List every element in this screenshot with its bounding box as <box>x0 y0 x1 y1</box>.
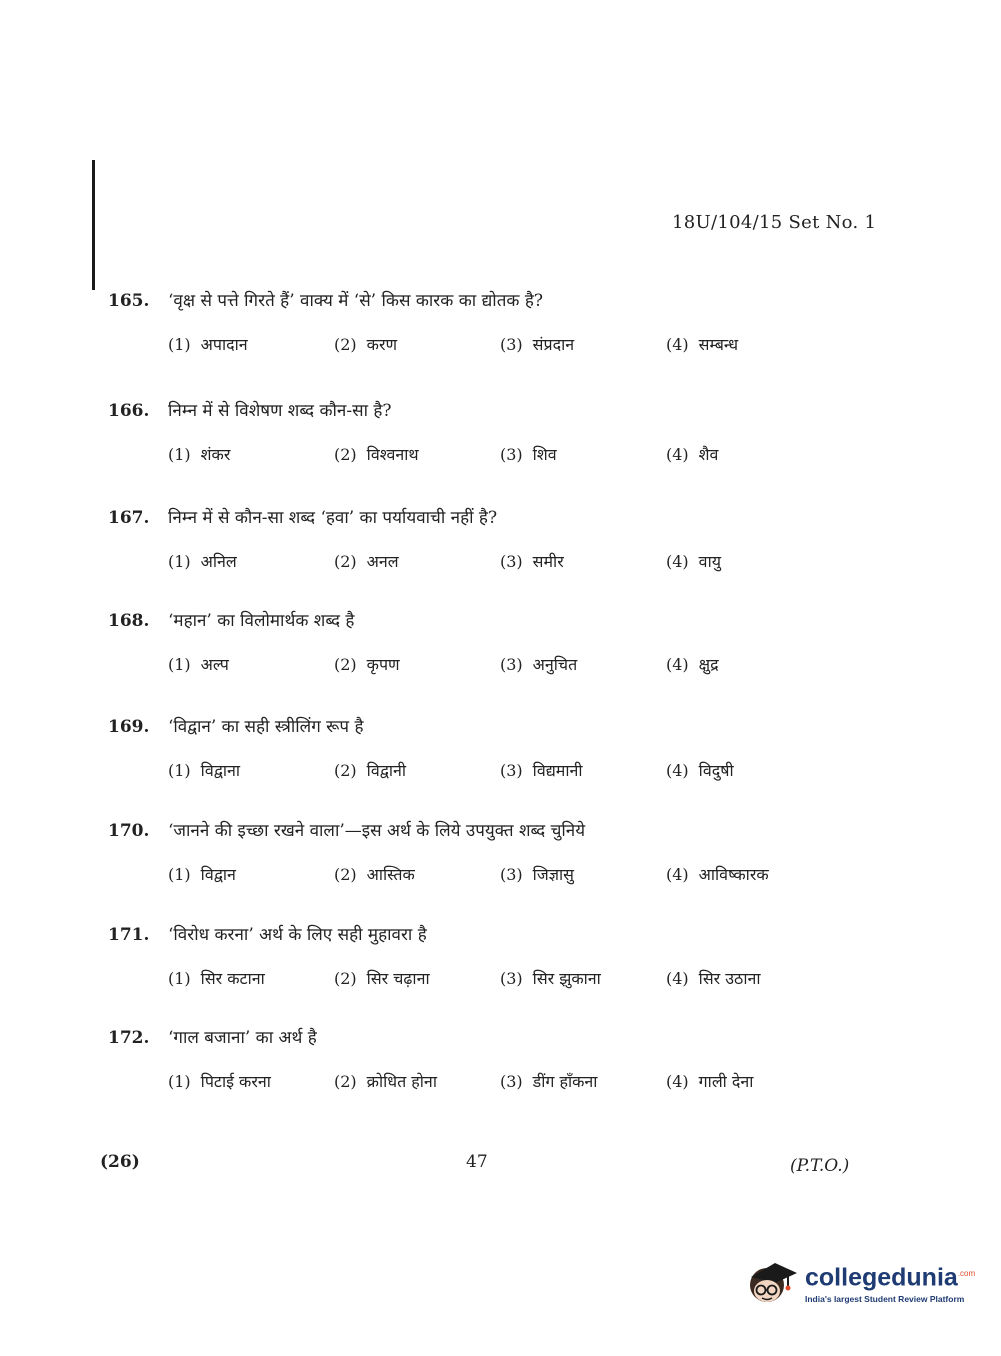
question-168 <box>108 608 868 675</box>
option-3: (3) संप्रदान <box>500 335 575 354</box>
question-172 <box>108 1025 868 1092</box>
option-2: (2) कृपण <box>334 655 400 674</box>
options-row <box>168 759 868 781</box>
option-1: (1) अनिल <box>168 552 237 571</box>
pto-note: (P.T.O.) <box>790 1156 850 1176</box>
margin-line <box>92 160 95 290</box>
options-row <box>168 967 868 989</box>
options-row <box>168 653 868 675</box>
option-4: (4) गाली देना <box>666 1072 754 1091</box>
options-row <box>168 863 868 885</box>
question-number: 169. <box>108 717 150 737</box>
option-1: (1) विद्वान <box>168 865 236 884</box>
option-3: (3) विद्यमानी <box>500 761 583 780</box>
option-3: (3) शिव <box>500 445 557 464</box>
option-4: (4) विदुषी <box>666 761 734 780</box>
question-171 <box>108 922 868 989</box>
question-166 <box>108 398 868 465</box>
question-text: ‘वृक्ष से पत्ते गिरते हैं’ वाक्य में ‘से’ किस कारक का द्योतक है? <box>168 291 543 311</box>
page-number: 47 <box>466 1152 488 1172</box>
option-2: (2) क्रोधित होना <box>334 1072 437 1091</box>
question-169 <box>108 714 868 781</box>
option-1: (1) पिटाई करना <box>168 1072 271 1091</box>
question-number: 165. <box>108 291 150 311</box>
question-167 <box>108 505 868 572</box>
option-2: (2) विद्वानी <box>334 761 407 780</box>
option-1: (1) शंकर <box>168 445 231 464</box>
paper-code: 18U/104/15 Set No. 1 <box>672 212 877 233</box>
options-row <box>168 1070 868 1092</box>
option-4: (4) सिर उठाना <box>666 969 761 988</box>
options-row <box>168 550 868 572</box>
option-3: (3) जिज्ञासु <box>500 865 574 884</box>
option-4: (4) आविष्कारक <box>666 865 769 884</box>
option-2: (2) सिर चढ़ाना <box>334 969 430 988</box>
option-2: (2) विश्वनाथ <box>334 445 419 464</box>
brand-tagline: India's largest Student Review Platform <box>805 1293 965 1304</box>
question-number: 166. <box>108 401 150 421</box>
brand-name: collegedunia$^{.com}$ <box>805 1263 976 1292</box>
options-row <box>168 333 868 355</box>
question-number: 171. <box>108 925 150 945</box>
collegedunia-logo[interactable] <box>745 1252 975 1312</box>
option-1: (1) विद्वाना <box>168 761 241 780</box>
question-text: निम्न में से विशेषण शब्द कौन-सा है? <box>168 401 392 421</box>
option-3: (3) अनुचित <box>500 655 578 674</box>
option-1: (1) सिर कटाना <box>168 969 265 988</box>
option-4: (4) शैव <box>666 445 719 464</box>
option-4: (4) क्षुद्र <box>666 655 719 674</box>
booklet-code: (26) <box>100 1152 140 1172</box>
question-text: निम्न में से कौन-सा शब्द ‘हवा’ का पर्यायवाची नहीं है? <box>168 508 498 528</box>
option-4: (4) सम्बन्ध <box>666 335 739 354</box>
student-mascot-icon <box>745 1255 799 1309</box>
option-3: (3) सिर झुकाना <box>500 969 601 988</box>
option-3: (3) समीर <box>500 552 564 571</box>
question-number: 167. <box>108 508 150 528</box>
question-text: ‘जानने की इच्छा रखने वाला’—इस अर्थ के लिये उपयुक्त शब्द चुनिये <box>168 821 586 841</box>
option-2: (2) अनल <box>334 552 399 571</box>
option-1: (1) अल्प <box>168 655 229 674</box>
question-text: ‘विद्वान’ का सही स्त्रीलिंग रूप है <box>168 717 364 737</box>
question-number: 170. <box>108 821 150 841</box>
question-text: ‘महान’ का विलोमार्थक शब्द है <box>168 611 355 631</box>
option-2: (2) करण <box>334 335 398 354</box>
option-1: (1) अपादान <box>168 335 248 354</box>
option-4: (4) वायु <box>666 552 721 571</box>
options-row <box>168 443 868 465</box>
question-number: 168. <box>108 611 150 631</box>
option-2: (2) आस्तिक <box>334 865 415 884</box>
option-3: (3) डींग हाँकना <box>500 1072 598 1091</box>
question-text: ‘विरोध करना’ अर्थ के लिए सही मुहावरा है <box>168 925 427 945</box>
question-170 <box>108 818 868 885</box>
question-number: 172. <box>108 1028 150 1048</box>
question-165 <box>108 288 868 355</box>
question-text: ‘गाल बजाना’ का अर्थ है <box>168 1028 317 1048</box>
